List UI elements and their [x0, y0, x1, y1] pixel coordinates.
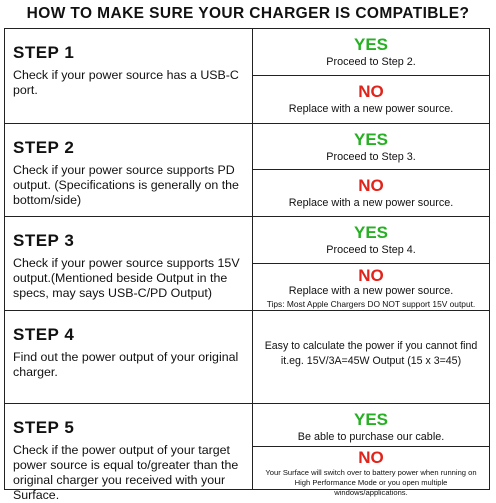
step-1-cell — [5, 29, 253, 123]
step-1-yes-cell — [253, 29, 489, 76]
step-3-heading: STEP 3 — [13, 231, 75, 250]
yes-action: Be able to purchase our cable. — [297, 431, 445, 443]
step-4-heading: STEP 4 — [13, 325, 75, 344]
step-2-yes-cell — [253, 124, 489, 170]
step-4-row — [5, 310, 489, 403]
step-1-heading: STEP 1 — [13, 43, 75, 62]
step-1-outcomes — [253, 29, 489, 123]
page-title: HOW TO MAKE SURE YOUR CHARGER IS COMPATIBLE? — [26, 5, 470, 22]
step-5-outcomes — [253, 404, 489, 497]
yes-label: YES — [353, 35, 389, 54]
step-5-description: Check if the power output of your target power source is equal to/greater than the original charger you received with your Surface. — [13, 443, 239, 502]
step-5-no-cell — [253, 447, 489, 497]
yes-action: Proceed to Step 3. — [326, 151, 416, 163]
step-2-heading: STEP 2 — [13, 138, 75, 157]
battery-note: Your Surface will switch over to battery power when running on High Performance Mode or you open multiple windows/applications. — [265, 467, 477, 497]
step-3-no-cell — [253, 264, 489, 311]
step-2-row — [5, 123, 489, 216]
yes-label: YES — [353, 223, 389, 242]
step-5-cell — [5, 404, 253, 502]
step-2-outcomes — [253, 124, 489, 216]
step-4-outcomes — [253, 311, 489, 403]
no-label: NO — [358, 265, 384, 285]
compatibility-table — [4, 28, 490, 502]
no-label: NO — [358, 82, 384, 101]
step-4-cell — [5, 311, 253, 403]
yes-action: Proceed to Step 4. — [326, 244, 416, 256]
no-action: Replace with a new power source. — [288, 197, 454, 209]
step-1-description: Check if your power source has a USB-C port. — [13, 68, 239, 97]
step-2-cell — [5, 124, 253, 216]
step-3-yes-cell — [253, 217, 489, 264]
yes-label: YES — [353, 410, 389, 429]
yes-action: Proceed to Step 2. — [326, 56, 416, 68]
no-action: Replace with a new power source. — [288, 103, 454, 115]
step-5-yes-cell — [253, 404, 489, 447]
step-4-description: Find out the power output of your original charger. — [13, 350, 239, 379]
step-5-row — [5, 403, 489, 502]
step-2-description: Check if your power source supports PD output. (Specifications is generally on the bottom/side) — [13, 163, 239, 207]
no-label: NO — [358, 447, 384, 467]
step-3-cell — [5, 217, 253, 310]
step-2-no-cell — [253, 170, 489, 216]
yes-label: YES — [353, 130, 389, 149]
step-3-outcomes — [253, 217, 489, 310]
step-3-row — [5, 216, 489, 310]
tip-text: Tips: Most Apple Chargers DO NOT support 15V output. — [266, 298, 476, 309]
no-action: Replace with a new power source. — [288, 284, 454, 297]
step-1-row — [5, 29, 489, 123]
step-3-description: Check if your power source supports 15V output.(Mentioned beside Output in the specs, may says USB-C/PD Output) — [13, 256, 240, 300]
no-label: NO — [358, 176, 384, 195]
power-calculation-text: Easy to calculate the power if you cannot find it.eg. 15V/3A=45W Output (15 x 3=45) — [264, 340, 478, 367]
step-5-heading: STEP 5 — [13, 418, 75, 437]
step-1-no-cell — [253, 76, 489, 123]
